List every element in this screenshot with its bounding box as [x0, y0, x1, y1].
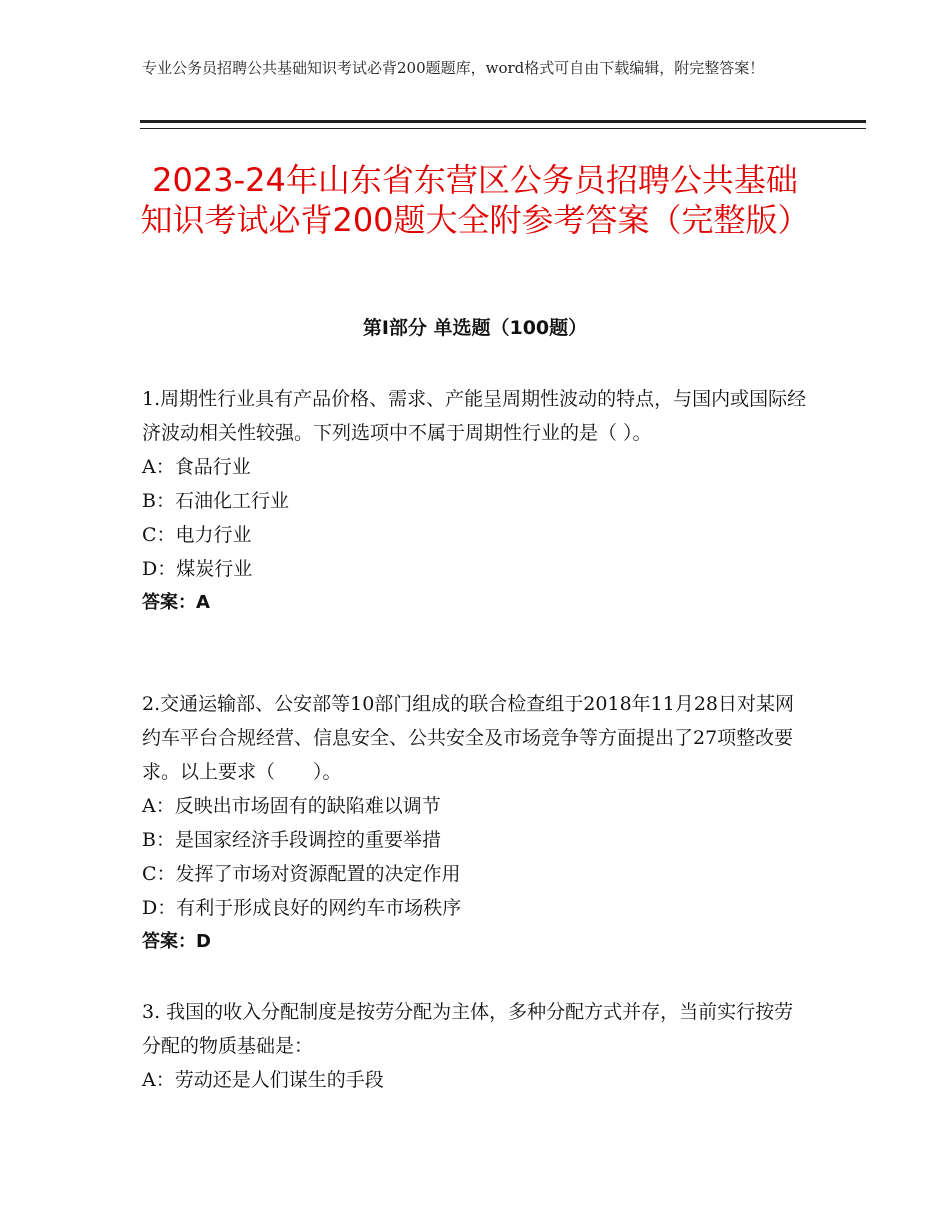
option-a: A：反映出市场固有的缺陷难以调节 [142, 795, 441, 817]
option-d: D：有利于形成良好的网约车市场秩序 [142, 897, 462, 919]
question-3 [142, 995, 808, 1097]
option-a: A：劳动还是人们谋生的手段 [142, 1069, 384, 1091]
option-c: C：电力行业 [142, 524, 252, 546]
answer: 答案：A [142, 592, 210, 613]
answer: 答案：D [142, 931, 211, 952]
option-d: D：煤炭行业 [142, 558, 253, 580]
question-stem: 3. 我国的收入分配制度是按劳分配为主体，多种分配方式并存，当前实行按劳分配的物质基础是： [142, 1001, 794, 1057]
question-stem: 2.交通运输部、公安部等10部门组成的联合检查组于2018年11月28日对某网约车平台合规经营、信息安全、公共安全及市场竞争等方面提出了27项整改要求。以上要求（ ）。 [142, 693, 795, 783]
option-c: C：发挥了市场对资源配置的决定作用 [142, 863, 461, 885]
option-a: A：食品行业 [142, 456, 251, 478]
question-2 [142, 687, 808, 959]
option-b: B：石油化工行业 [142, 490, 289, 512]
option-b: B：是国家经济手段调控的重要举措 [142, 829, 441, 851]
question-stem: 1.周期性行业具有产品价格、需求、产能呈周期性波动的特点，与国内或国际经济波动相关性较强。下列选项中不属于周期性行业的是（ ）。 [142, 388, 807, 444]
document-title: 2023-24年山东省东营区公务员招聘公共基础知识考试必背200题大全附参考答案（完整版） [140, 161, 810, 239]
header-divider [140, 120, 866, 129]
section-title: 第Ⅰ部分 单选题（100题） [362, 317, 588, 339]
header-note: 专业公务员招聘公共基础知识考试必背200题题库，word格式可自由下载编辑，附完整答案！ [142, 59, 765, 77]
question-1 [142, 382, 808, 620]
